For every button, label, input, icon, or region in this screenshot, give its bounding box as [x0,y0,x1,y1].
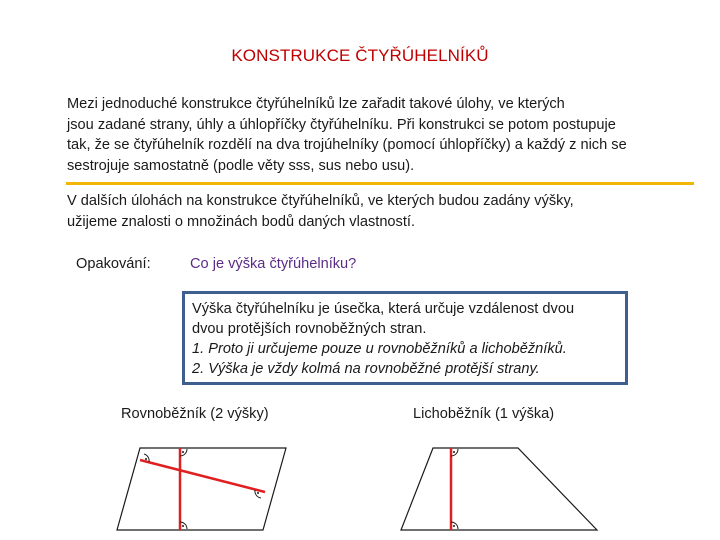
trapezoid-shape [401,448,597,530]
parallelogram-label: Rovnoběžník (2 výšky) [121,406,269,422]
intro-line: jsou zadané strany, úhly a úhlopříčky čtyřúhelníku. Při konstrukci se potom postupuje [67,116,616,133]
next-line: užijeme znalosti o množinách bodů daných vlastností. [67,213,416,230]
right-angle-dot [145,458,147,460]
repetition-question: Co je výška čtyřúhelníku? [190,256,357,272]
repetition-label: Opakování: [76,256,151,272]
definition-line: dvou protějších rovnoběžných stran. [192,321,427,337]
definition-line: Výška čtyřúhelníku je úsečka, která určuje vzdálenost dvou [192,301,575,317]
parallelogram-height-slanted [140,460,265,492]
intro-line: sestrojuje samostatně (podle věty sss, sus nebo usu). [67,157,415,174]
right-angle-dot [182,525,184,527]
definition-item: 2. Výška je vždy kolmá na rovnoběžné protější strany. [192,361,540,377]
trapezoid-label: Lichoběžník (1 výška) [413,406,555,422]
intro-line: tak, že se čtyřúhelník rozdělí na dva trojúhelníky (pomocí úhlopříčky) a každý z nich se [67,137,627,153]
intro-line: Mezi jednoduché konstrukce čtyřúhelníků lze zařadit takové úlohy, ve kterých [67,96,565,112]
definition-item: 1. Proto ji určujeme pouze u rovnoběžníků a lichoběžníků. [192,341,567,357]
page-title: KONSTRUKCE ČTYŘÚHELNÍKŮ [231,46,489,65]
right-angle-dot [453,451,455,453]
right-angle-dot [182,451,184,453]
next-line: V dalších úlohách na konstrukce čtyřúhelníků, ve kterých budou zadány výšky, [67,193,574,209]
right-angle-dot [453,525,455,527]
right-angle-dot [257,492,259,494]
